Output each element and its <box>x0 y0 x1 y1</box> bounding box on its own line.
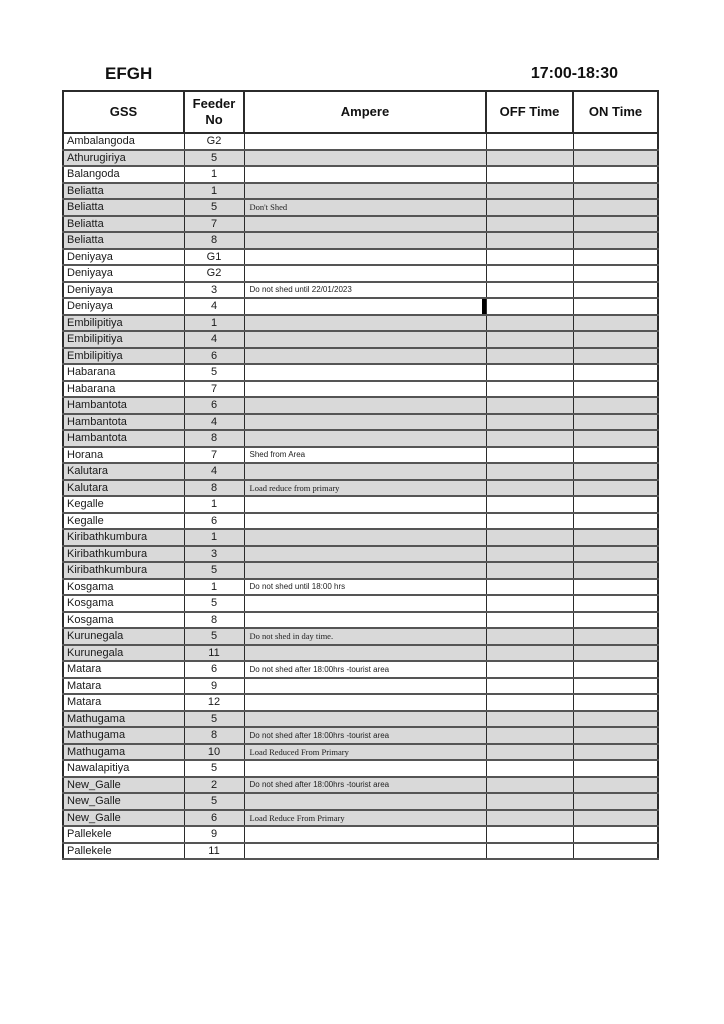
on-time-cell <box>573 150 658 167</box>
feeder-no-cell: 8 <box>184 612 244 629</box>
off-time-cell <box>486 331 573 348</box>
on-time-cell <box>573 678 658 695</box>
table-row <box>63 826 658 843</box>
on-time-cell <box>573 562 658 579</box>
ampere-cell <box>244 546 486 563</box>
on-time-cell <box>573 612 658 629</box>
feeder-no-cell: 5 <box>184 199 244 216</box>
table-row <box>63 397 658 414</box>
col-header-ampere: Ampere <box>244 91 486 133</box>
feeder-no-cell: 5 <box>184 711 244 728</box>
gss-cell: Nawalapitiya <box>63 760 184 777</box>
on-time-cell <box>573 430 658 447</box>
gss-cell: Deniyaya <box>63 249 184 266</box>
off-time-cell <box>486 166 573 183</box>
ampere-cell <box>244 265 486 282</box>
on-time-cell <box>573 711 658 728</box>
gss-cell: Kalutara <box>63 463 184 480</box>
ampere-cell <box>244 430 486 447</box>
ampere-cell: Load Reduced From Primary <box>244 744 486 761</box>
feeder-no-cell: 6 <box>184 348 244 365</box>
ampere-cell <box>244 397 486 414</box>
feeder-no-cell: 3 <box>184 546 244 563</box>
gss-cell: Embilipitiya <box>63 348 184 365</box>
on-time-cell <box>573 463 658 480</box>
feeder-no-cell: 5 <box>184 595 244 612</box>
gss-cell: Deniyaya <box>63 282 184 299</box>
gss-cell: Kegalle <box>63 496 184 513</box>
off-time-cell <box>486 232 573 249</box>
feeder-no-cell: 5 <box>184 562 244 579</box>
gss-cell: Ambalangoda <box>63 133 184 150</box>
on-time-cell <box>573 298 658 315</box>
table-row <box>63 612 658 629</box>
gss-cell: New_Galle <box>63 793 184 810</box>
table-row <box>63 777 658 794</box>
gss-cell: Matara <box>63 661 184 678</box>
off-time-cell <box>486 430 573 447</box>
ampere-cell <box>244 133 486 150</box>
load-shedding-schedule-table <box>62 90 659 860</box>
feeder-no-cell: 1 <box>184 166 244 183</box>
table-row <box>63 595 658 612</box>
on-time-cell <box>573 760 658 777</box>
gss-cell: Mathugama <box>63 727 184 744</box>
off-time-cell <box>486 364 573 381</box>
on-time-cell <box>573 529 658 546</box>
feeder-no-cell: 1 <box>184 496 244 513</box>
ampere-cell: Shed from Area <box>244 447 486 464</box>
off-time-cell <box>486 381 573 398</box>
feeder-no-cell: 6 <box>184 661 244 678</box>
gss-cell: Hambantota <box>63 397 184 414</box>
ampere-cell <box>244 826 486 843</box>
gss-cell: Hambantota <box>63 430 184 447</box>
ampere-cell <box>244 678 486 695</box>
off-time-cell <box>486 463 573 480</box>
off-time-cell <box>486 447 573 464</box>
ampere-cell <box>244 249 486 266</box>
off-time-cell <box>486 513 573 530</box>
on-time-cell <box>573 480 658 497</box>
table-row <box>63 678 658 695</box>
feeder-no-cell: 8 <box>184 232 244 249</box>
ampere-cell <box>244 793 486 810</box>
off-time-cell <box>486 348 573 365</box>
off-time-cell <box>486 579 573 596</box>
off-time-cell <box>486 480 573 497</box>
off-time-cell <box>486 249 573 266</box>
on-time-cell <box>573 628 658 645</box>
off-time-cell <box>486 298 573 315</box>
on-time-cell <box>573 265 658 282</box>
ampere-cell <box>244 298 486 315</box>
feeder-no-cell: 4 <box>184 298 244 315</box>
on-time-cell <box>573 826 658 843</box>
ampere-cell: Load reduce from primary <box>244 480 486 497</box>
feeder-no-cell: 4 <box>184 414 244 431</box>
ampere-cell <box>244 216 486 233</box>
page-title: EFGH <box>105 64 153 83</box>
gss-cell: Mathugama <box>63 711 184 728</box>
ampere-cell <box>244 166 486 183</box>
off-time-cell <box>486 529 573 546</box>
off-time-cell <box>486 628 573 645</box>
table-row <box>63 727 658 744</box>
table-row <box>63 216 658 233</box>
feeder-no-cell: 5 <box>184 760 244 777</box>
gss-cell: Kiribathkumbura <box>63 529 184 546</box>
table-row <box>63 694 658 711</box>
ampere-cell <box>244 513 486 530</box>
ampere-cell <box>244 645 486 662</box>
table-row <box>63 760 658 777</box>
gss-cell: Kurunegala <box>63 645 184 662</box>
on-time-cell <box>573 744 658 761</box>
ampere-cell: Do not shed after 18:00hrs -tourist area <box>244 777 486 794</box>
ampere-cell <box>244 529 486 546</box>
table-row <box>63 133 658 150</box>
feeder-no-cell: 9 <box>184 678 244 695</box>
off-time-cell <box>486 265 573 282</box>
table-row <box>63 315 658 332</box>
feeder-no-cell: 4 <box>184 331 244 348</box>
off-time-cell <box>486 711 573 728</box>
gss-cell: Matara <box>63 678 184 695</box>
time-range-label: 17:00-18:30 <box>530 65 618 82</box>
gss-cell: Deniyaya <box>63 265 184 282</box>
off-time-cell <box>486 133 573 150</box>
table-row <box>63 496 658 513</box>
on-time-cell <box>573 315 658 332</box>
gss-cell: New_Galle <box>63 777 184 794</box>
ampere-cell: Do not shed until 22/01/2023 <box>244 282 486 299</box>
ampere-cell <box>244 595 486 612</box>
on-time-cell <box>573 810 658 827</box>
table-row <box>63 562 658 579</box>
on-time-cell <box>573 397 658 414</box>
off-time-cell <box>486 216 573 233</box>
on-time-cell <box>573 364 658 381</box>
gss-cell: Hambantota <box>63 414 184 431</box>
gss-cell: Pallekele <box>63 826 184 843</box>
feeder-no-cell: 4 <box>184 463 244 480</box>
table-row <box>63 249 658 266</box>
table-row <box>63 414 658 431</box>
ampere-cell <box>244 694 486 711</box>
col-header-feeder-no <box>184 91 244 133</box>
off-time-cell <box>486 315 573 332</box>
feeder-header-line1: Feeder <box>192 95 236 111</box>
gss-cell: Mathugama <box>63 744 184 761</box>
feeder-no-cell: G2 <box>184 265 244 282</box>
feeder-no-cell: 7 <box>184 381 244 398</box>
on-time-cell <box>573 496 658 513</box>
table-row <box>63 645 658 662</box>
header-row <box>63 91 658 133</box>
feeder-no-cell: 6 <box>184 397 244 414</box>
ampere-cell <box>244 496 486 513</box>
table-row <box>63 183 658 200</box>
ampere-cell: Don't Shed <box>244 199 486 216</box>
table-row <box>63 282 658 299</box>
table-row <box>63 843 658 860</box>
on-time-cell <box>573 694 658 711</box>
off-time-cell <box>486 793 573 810</box>
ampere-cell <box>244 381 486 398</box>
table-row <box>63 711 658 728</box>
on-time-cell <box>573 793 658 810</box>
off-time-cell <box>486 546 573 563</box>
off-time-cell <box>486 727 573 744</box>
col-header-gss: GSS <box>63 91 184 133</box>
ampere-cell: Do not shed in day time. <box>244 628 486 645</box>
feeder-no-cell: 1 <box>184 529 244 546</box>
ampere-cell <box>244 315 486 332</box>
table-row <box>63 661 658 678</box>
off-time-cell <box>486 843 573 860</box>
feeder-no-cell: 9 <box>184 826 244 843</box>
on-time-cell <box>573 727 658 744</box>
table-row <box>63 579 658 596</box>
off-time-cell <box>486 282 573 299</box>
on-time-cell <box>573 216 658 233</box>
ampere-cell <box>244 711 486 728</box>
table-row <box>63 381 658 398</box>
on-time-cell <box>573 579 658 596</box>
on-time-cell <box>573 595 658 612</box>
feeder-no-cell: 8 <box>184 480 244 497</box>
on-time-cell <box>573 331 658 348</box>
feeder-no-cell: 7 <box>184 447 244 464</box>
gss-cell: New_Galle <box>63 810 184 827</box>
feeder-no-cell: 11 <box>184 645 244 662</box>
off-time-cell <box>486 678 573 695</box>
feeder-no-cell: 2 <box>184 777 244 794</box>
on-time-cell <box>573 282 658 299</box>
on-time-cell <box>573 381 658 398</box>
feeder-no-cell: 10 <box>184 744 244 761</box>
col-header-on-time: ON Time <box>573 91 658 133</box>
on-time-cell <box>573 183 658 200</box>
table-row <box>63 546 658 563</box>
off-time-cell <box>486 760 573 777</box>
ampere-cell <box>244 183 486 200</box>
off-time-cell <box>486 777 573 794</box>
on-time-cell <box>573 777 658 794</box>
gss-cell: Beliatta <box>63 232 184 249</box>
gss-cell: Embilipitiya <box>63 331 184 348</box>
gss-cell: Beliatta <box>63 216 184 233</box>
table-row <box>63 150 658 167</box>
gss-cell: Embilipitiya <box>63 315 184 332</box>
table-row <box>63 628 658 645</box>
feeder-no-cell: 1 <box>184 183 244 200</box>
ampere-cell <box>244 414 486 431</box>
feeder-no-cell: 6 <box>184 810 244 827</box>
on-time-cell <box>573 513 658 530</box>
gss-cell: Habarana <box>63 364 184 381</box>
table-row <box>63 480 658 497</box>
gss-cell: Deniyaya <box>63 298 184 315</box>
feeder-no-cell: 5 <box>184 150 244 167</box>
feeder-header-line2: No <box>205 112 223 127</box>
gss-cell: Athurugiriya <box>63 150 184 167</box>
feeder-no-cell: 1 <box>184 315 244 332</box>
feeder-no-cell: 6 <box>184 513 244 530</box>
feeder-no-cell: 5 <box>184 793 244 810</box>
table-row <box>63 199 658 216</box>
off-time-cell <box>486 183 573 200</box>
feeder-no-cell: 1 <box>184 579 244 596</box>
gss-cell: Habarana <box>63 381 184 398</box>
ampere-cell: Load Reduce From Primary <box>244 810 486 827</box>
table-row <box>63 298 658 315</box>
col-header-off-time: OFF Time <box>486 91 573 133</box>
ampere-cell <box>244 232 486 249</box>
table-row <box>63 463 658 480</box>
off-time-cell <box>486 826 573 843</box>
table-row <box>63 166 658 183</box>
ampere-cell <box>244 348 486 365</box>
feeder-no-cell: 3 <box>184 282 244 299</box>
feeder-no-cell: 5 <box>184 364 244 381</box>
on-time-cell <box>573 645 658 662</box>
on-time-cell <box>573 447 658 464</box>
on-time-cell <box>573 199 658 216</box>
on-time-cell <box>573 232 658 249</box>
table-row <box>63 793 658 810</box>
feeder-no-cell: 5 <box>184 628 244 645</box>
on-time-cell <box>573 348 658 365</box>
table-row <box>63 364 658 381</box>
gss-cell: Matara <box>63 694 184 711</box>
table-row <box>63 529 658 546</box>
table-row <box>63 810 658 827</box>
on-time-cell <box>573 661 658 678</box>
table-row <box>63 447 658 464</box>
feeder-no-cell: G1 <box>184 249 244 266</box>
gss-cell: Kosgama <box>63 579 184 596</box>
feeder-no-cell: 8 <box>184 727 244 744</box>
gss-cell: Balangoda <box>63 166 184 183</box>
ampere-cell <box>244 364 486 381</box>
table-row <box>63 265 658 282</box>
gss-cell: Horana <box>63 447 184 464</box>
on-time-cell <box>573 843 658 860</box>
gss-cell: Kiribathkumbura <box>63 562 184 579</box>
ampere-cell <box>244 562 486 579</box>
off-time-cell <box>486 661 573 678</box>
off-time-cell <box>486 595 573 612</box>
gss-cell: Kegalle <box>63 513 184 530</box>
gss-cell: Kalutara <box>63 480 184 497</box>
off-time-cell <box>486 397 573 414</box>
gss-cell: Kosgama <box>63 612 184 629</box>
off-time-cell <box>486 645 573 662</box>
off-time-cell <box>486 199 573 216</box>
on-time-cell <box>573 249 658 266</box>
ampere-cell <box>244 760 486 777</box>
table-row <box>63 744 658 761</box>
ampere-cell <box>244 463 486 480</box>
gss-cell: Kosgama <box>63 595 184 612</box>
off-time-cell <box>486 562 573 579</box>
table-row <box>63 430 658 447</box>
on-time-cell <box>573 166 658 183</box>
on-time-cell <box>573 546 658 563</box>
feeder-no-cell: 11 <box>184 843 244 860</box>
off-time-cell <box>486 612 573 629</box>
feeder-no-cell: 8 <box>184 430 244 447</box>
feeder-no-cell: G2 <box>184 133 244 150</box>
feeder-no-cell: 7 <box>184 216 244 233</box>
ampere-cell: Do not shed after 18:00hrs -tourist area <box>244 727 486 744</box>
on-time-cell <box>573 414 658 431</box>
off-time-cell <box>486 810 573 827</box>
gss-cell: Pallekele <box>63 843 184 860</box>
on-time-cell <box>573 133 658 150</box>
table-row <box>63 348 658 365</box>
feeder-no-cell: 12 <box>184 694 244 711</box>
off-time-cell <box>486 150 573 167</box>
gss-cell: Beliatta <box>63 199 184 216</box>
ampere-cell: Do not shed until 18:00 hrs <box>244 579 486 596</box>
off-time-cell <box>486 744 573 761</box>
ampere-cell <box>244 843 486 860</box>
ampere-cell: Do not shed after 18:00hrs -tourist area <box>244 661 486 678</box>
ampere-cell <box>244 150 486 167</box>
gss-cell: Kiribathkumbura <box>63 546 184 563</box>
table-row <box>63 232 658 249</box>
gss-cell: Kurunegala <box>63 628 184 645</box>
table-row <box>63 331 658 348</box>
off-time-cell <box>486 496 573 513</box>
gss-cell: Beliatta <box>63 183 184 200</box>
off-time-cell <box>486 414 573 431</box>
ampere-cell <box>244 612 486 629</box>
ampere-cell <box>244 331 486 348</box>
table-row <box>63 513 658 530</box>
off-time-cell <box>486 694 573 711</box>
